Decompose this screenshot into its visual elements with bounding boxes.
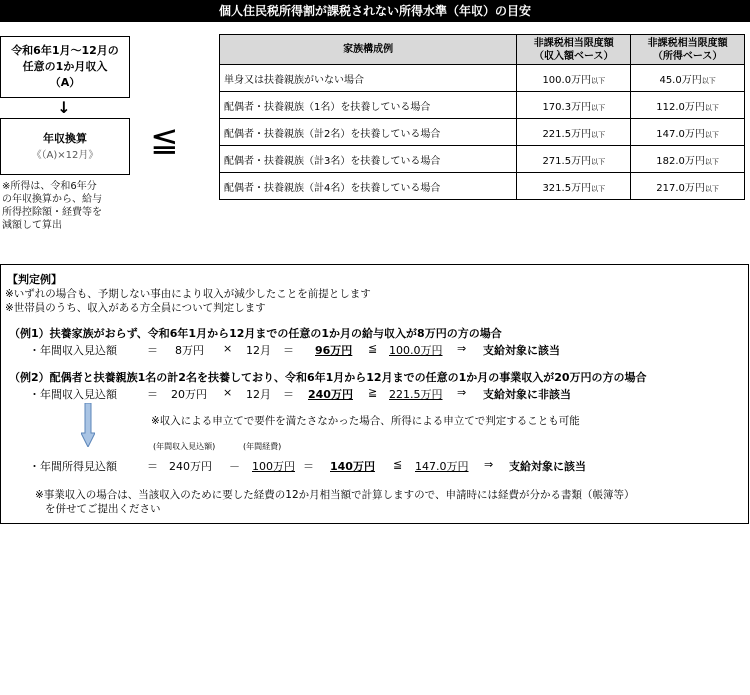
income-note — [2, 180, 132, 232]
example-2-title: （例2）配偶者と扶養親族1名の計2名を扶養しており、令和6年1月から12月までの任意の1か月の事業収入が20万円の方の場合 — [9, 371, 647, 384]
down-arrow-icon: ↓ — [57, 98, 71, 117]
income-note-line: 所得控除額・経費等を — [2, 207, 102, 218]
table-row — [220, 119, 745, 146]
example-2-limit: 221.5万円 — [389, 388, 443, 401]
example-3-cmp: ≦ — [393, 458, 403, 471]
example-3-limit: 147.0万円 — [415, 460, 469, 473]
table-row — [220, 173, 745, 200]
income-limit-cell: 271.5万円以下 — [517, 146, 631, 173]
table-header-row — [220, 35, 745, 65]
judgement-examples-box — [0, 264, 749, 524]
sub-label-annual-income: (年間収入見込額) — [153, 442, 216, 451]
example-3-label: ・年間所得見込額 — [29, 460, 117, 473]
footer-note-1: ※事業収入の場合は、当該収入のために要した経費の12か月相当額で計算しますので、申請時には経費が分かる書類（帳簿等） — [35, 489, 635, 501]
shotoku-limit-cell: 217.0万円以下 — [631, 173, 745, 200]
example-1-cmp: ≦ — [368, 342, 378, 355]
income-limit-cell: 321.5万円以下 — [517, 173, 631, 200]
example-2-arrow: ⇒ — [457, 386, 467, 399]
example-2-b: 12月 — [246, 388, 271, 401]
footer-note-2: を併せてご提出ください — [45, 503, 161, 515]
example-1-b: 12月 — [246, 344, 271, 357]
example-1-x: × — [223, 342, 233, 355]
monthly-income-box — [0, 36, 130, 98]
example-1-eq2: ＝ — [283, 344, 294, 357]
shotoku-limit-cell: 182.0万円以下 — [631, 146, 745, 173]
example-1-title: （例1）扶養家族がおらず、令和6年1月から12月までの任意の1か月の給与収入が8万円の方の場合 — [9, 327, 502, 340]
example-3-arrow: ⇒ — [484, 458, 494, 471]
income-limit-cell: 221.5万円以下 — [517, 119, 631, 146]
income-box-line2: 任意の1か月収入 — [22, 60, 108, 73]
example-2-cmp: ≧ — [368, 386, 378, 399]
example-1-a: 8万円 — [175, 344, 204, 357]
example-1-arrow: ⇒ — [457, 342, 467, 355]
judge-heading: 【判定例】 — [7, 273, 62, 286]
annual-line1: 年収換算 — [43, 131, 87, 145]
example-1-limit: 100.0万円 — [389, 344, 443, 357]
annual-conversion-box — [0, 118, 130, 175]
income-box-line3: （A） — [49, 76, 81, 89]
page-title: 個人住民税所得割が課税されない所得水準（年収）の目安 — [0, 0, 750, 22]
sub-label-annual-expense: (年間経費) — [243, 442, 282, 451]
income-note-line: 減額して算出 — [2, 220, 62, 231]
row-label: 配偶者・扶養親族（計4名）を扶養している場合 — [220, 173, 517, 200]
income-box-line1: 令和6年1月～12月の — [11, 44, 119, 57]
threshold-table — [219, 34, 745, 200]
example-3-b: 100万円 — [252, 460, 295, 473]
example-2-conclusion: 支給対象に非該当 — [483, 388, 571, 401]
example-3-a: 240万円 — [169, 460, 212, 473]
header-shotoku-limit: 非課税相当限度額 （所得ベース） — [631, 35, 745, 65]
header-family: 家族構成例 — [220, 35, 517, 65]
income-note-line: の年収換算から、給与 — [2, 194, 102, 205]
row-label: 配偶者・扶養親族（1名）を扶養している場合 — [220, 92, 517, 119]
income-limit-cell: 170.3万円以下 — [517, 92, 631, 119]
example-1-result: 96万円 — [315, 344, 353, 357]
income-limit-cell: 100.0万円以下 — [517, 65, 631, 92]
row-label: 配偶者・扶養親族（計3名）を扶養している場合 — [220, 146, 517, 173]
shotoku-limit-cell: 112.0万円以下 — [631, 92, 745, 119]
example-3-result: 140万円 — [330, 460, 375, 473]
table-row — [220, 92, 745, 119]
example-2-eq: ＝ — [147, 388, 158, 401]
annual-line2: 《（A)×12月》 — [31, 149, 99, 161]
example-1-conclusion: 支給対象に該当 — [483, 344, 560, 357]
table-row — [220, 146, 745, 173]
judge-note-2: ※世帯員のうち、収入がある方全員について判定します — [5, 302, 266, 314]
example-2-x: × — [223, 386, 233, 399]
example-3-minus: － — [229, 460, 240, 473]
example-2-label: ・年間収入見込額 — [29, 388, 117, 401]
shotoku-limit-cell: 45.0万円以下 — [631, 65, 745, 92]
header-income-limit: 非課税相当限度額 （収入額ベース） — [517, 35, 631, 65]
row-label: 配偶者・扶養親族（計2名）を扶養している場合 — [220, 119, 517, 146]
table-row — [220, 65, 745, 92]
shotoku-limit-cell: 147.0万円以下 — [631, 119, 745, 146]
income-note-line: ※所得は、令和6年分 — [2, 181, 97, 192]
judge-note-1: ※いずれの場合も、予期しない事由により収入が減少したことを前提とします — [5, 288, 371, 300]
example-1-eq: ＝ — [147, 344, 158, 357]
leq-symbol: ≦ — [150, 120, 179, 160]
down-arrow-blue-icon — [81, 403, 95, 447]
example-2-eq2: ＝ — [283, 388, 294, 401]
example-2-result: 240万円 — [308, 388, 353, 401]
example-1-label: ・年間収入見込額 — [29, 344, 117, 357]
example-2-note: ※収入による申立てで要件を満たさなかった場合、所得による申立てで判定することも可能 — [151, 415, 580, 427]
example-3-eq: ＝ — [147, 460, 158, 473]
example-3-eq2: ＝ — [303, 460, 314, 473]
row-label: 単身又は扶養親族がいない場合 — [220, 65, 517, 92]
example-2-a: 20万円 — [171, 388, 207, 401]
example-3-conclusion: 支給対象に該当 — [509, 460, 586, 473]
